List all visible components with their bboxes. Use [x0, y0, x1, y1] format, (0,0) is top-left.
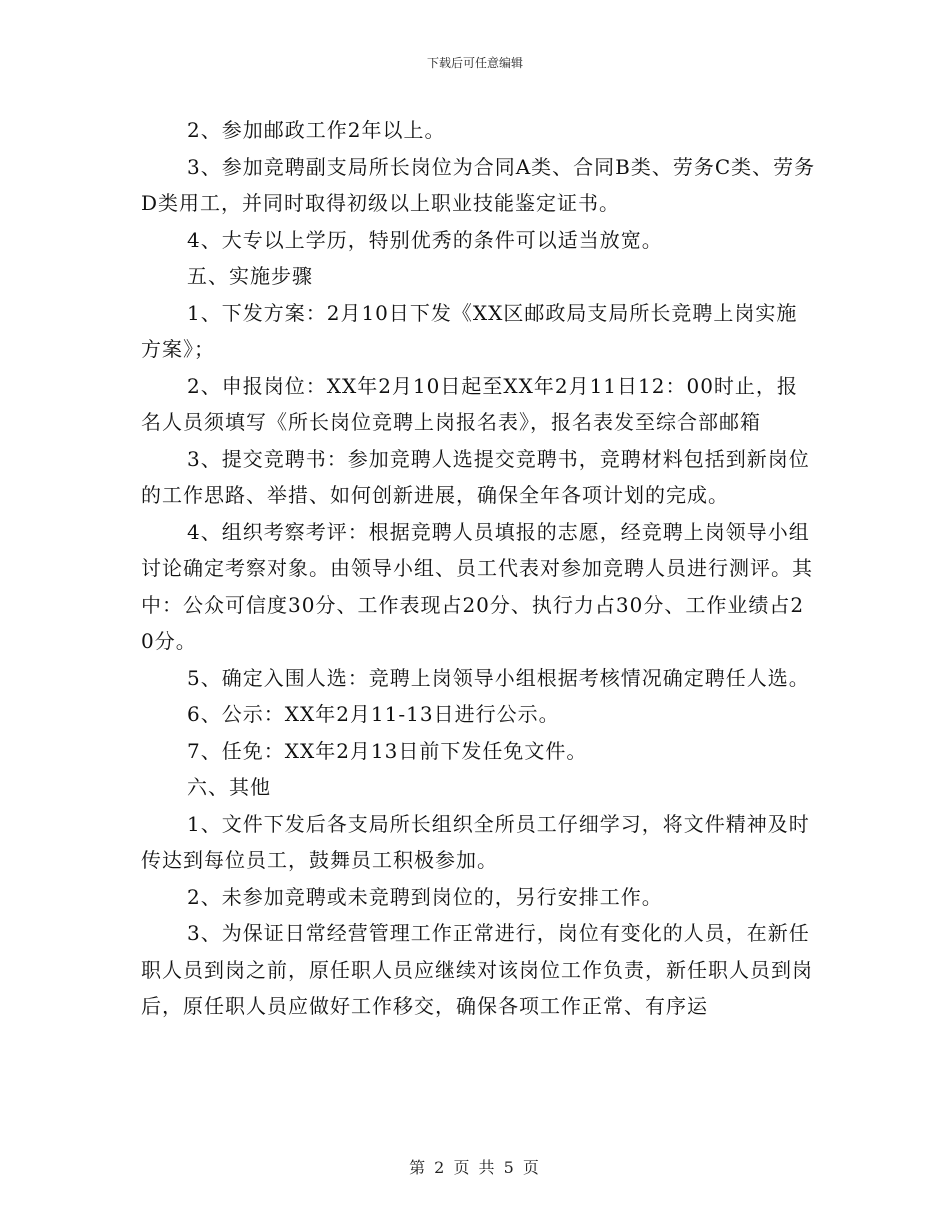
paragraph-requirement-3: 3、参加竞聘副支局所长岗位为合同A类、合同B类、劳务C类、劳务D类用工，并同时取得初级以上职业技能鉴定证书。 [141, 154, 816, 215]
paragraph-step-4: 4、组织考察考评：根据竞聘人员填报的志愿，经竞聘上岗领导小组讨论确定考察对象。由领导小组、员工代表对参加竞聘人员进行测评。其中：公众可信度30分、工作表现占20分、执行力占30分、工作业绩占20分。 [141, 519, 813, 653]
paragraph-requirement-4: 4、大专以上学历，特别优秀的条件可以适当放宽。 [187, 227, 663, 252]
paragraph-requirement-2: 2、参加邮政工作2年以上。 [187, 118, 446, 142]
paragraph-step-7: 7、任免：XX年2月13日前下发任免文件。 [187, 738, 588, 763]
paragraph-step-3: 3、提交竞聘书：参加竞聘人选提交竞聘书，竞聘材料包括到新岗位的工作思路、举措、如何创新进展，确保全年各项计划的完成。 [141, 446, 810, 507]
paragraph-step-2: 2、申报岗位：XX年2月10日起至XX年2月11日12：00时止，报名人员须填写《所长岗位竞聘上岗报名表》，报名表发至综合部邮箱 [141, 373, 798, 434]
paragraph-other-2: 2、未参加竞聘或未竞聘到岗位的，另行安排工作。 [187, 884, 663, 909]
section-heading-implementation-steps: 五、实施步骤 [187, 264, 313, 288]
paragraph-other-3: 3、为保证日常经营管理工作正常进行，岗位有变化的人员，在新任职人员到岗之前，原任职人员应继续对该岗位工作负责，新任职人员到岗后，原任职人员应做好工作移交，确保各项工作正常、有序运 [141, 921, 813, 1018]
page-number-footer: 第 2 页 共 5 页 [409, 1158, 541, 1177]
paragraph-other-1: 1、文件下发后各支局所长组织全所员工仔细学习，将文件精神及时传达到每位员工，鼓舞员工积极参加。 [141, 811, 810, 872]
paragraph-step-5: 5、确定入围人选：竞聘上岗领导小组根据考核情况确定聘任人选。 [187, 665, 810, 690]
page-header-note: 下载后可任意编辑 [426, 56, 523, 70]
section-heading-other: 六、其他 [187, 775, 271, 799]
paragraph-step-6: 6、公示：XX年2月11-13日进行公示。 [187, 702, 560, 726]
document-body [141, 112, 816, 1025]
paragraph-step-1: 1、下发方案：2月10日下发《XX区邮政局支局所长竞聘上岗实施方案》； [141, 300, 798, 361]
